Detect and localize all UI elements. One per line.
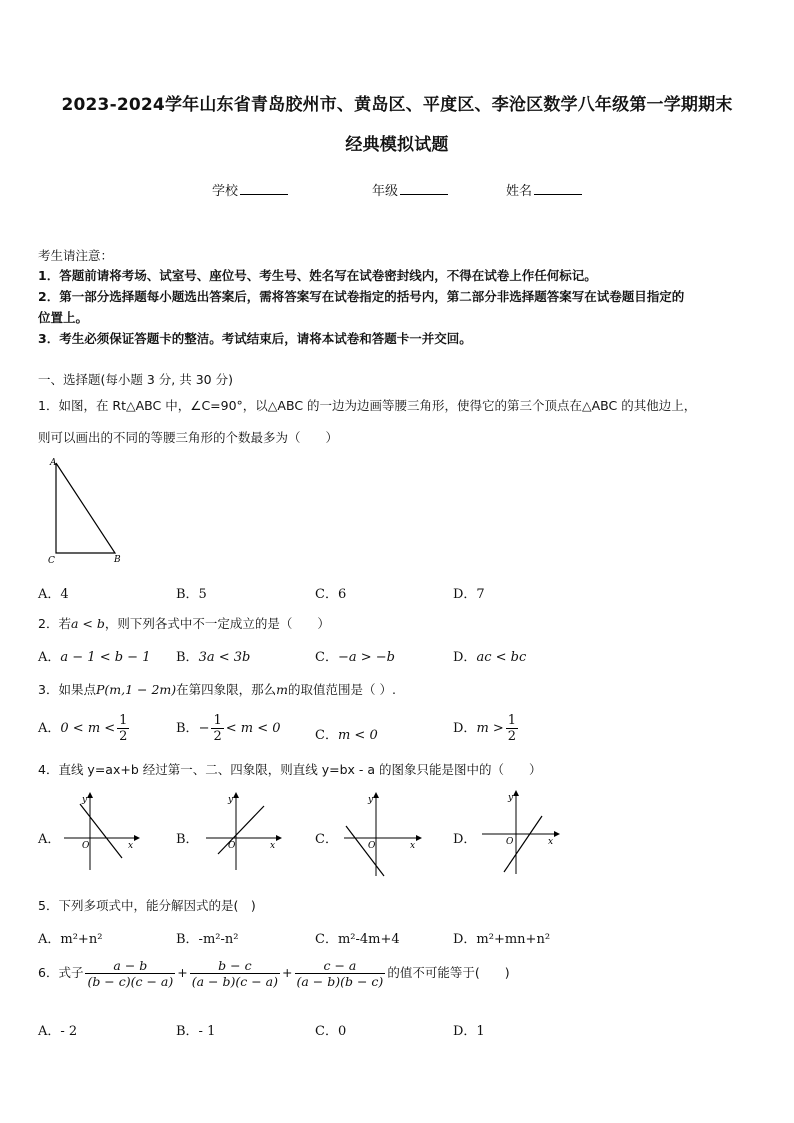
notice-item-3: 3．考生必须保证答题卡的整洁。考试结束后，请将本试卷和答题卡一并交回。 — [38, 331, 472, 346]
q2-option-a-letter: A． — [38, 650, 61, 665]
y-axis-label: y — [508, 793, 514, 803]
notice-item-2: 2．第一部分选择题每小题选出答案后，需将答案写在试卷指定的括号内，第二部分非选择题答案写在试卷题目指定的 — [38, 289, 685, 304]
q6-fraction-2 — [190, 958, 280, 989]
q6-option-a: A．- 2 — [38, 1024, 78, 1039]
q4-option-c-letter: C． — [315, 832, 338, 847]
q6-option-d: D．1 — [453, 1024, 485, 1039]
q2-option-d — [453, 646, 526, 665]
origin-label: O — [228, 841, 236, 851]
notice-item-1: 1．答题前请将考场、试室号、座位号、考生号、姓名写在试卷密封线内，不得在试卷上作任何标记。 — [38, 268, 597, 283]
x-axis-label: x — [270, 841, 276, 851]
q3-stem-a: 3．如果点 — [38, 682, 96, 697]
q5-option-c: C．m²-4m+4 — [315, 932, 400, 947]
fraction-denominator: 2 — [213, 729, 222, 744]
y-axis-label: y — [228, 795, 234, 805]
q2-option-b-letter: B． — [176, 650, 199, 665]
q6-stem-b: 的值不可能等于( ) — [387, 965, 510, 980]
q5-stem: 5．下列多项式中，能分解因式的是( ) — [38, 898, 256, 913]
q4-option-a-letter: A． — [38, 832, 61, 847]
q4-graph-d — [476, 788, 560, 878]
q2-stem-a: 2．若 — [38, 616, 71, 631]
name-label: 姓名 — [506, 184, 533, 199]
grade-field — [372, 180, 448, 199]
vertex-a-label: A — [50, 458, 57, 468]
notice-heading: 考生请注意： — [38, 248, 114, 263]
vertex-c-label: C — [48, 556, 55, 566]
fraction-numerator: 1 — [119, 713, 128, 728]
fraction-numerator: c − a — [295, 958, 386, 974]
y-axis-label: y — [82, 795, 88, 805]
triangle-abc — [56, 463, 115, 553]
section-heading: 一、选择题(每小题 3 分, 共 30 分) — [38, 372, 233, 387]
q2-option-b — [176, 646, 250, 665]
q3-variable: m — [276, 682, 288, 697]
q2-option-c-letter: C． — [315, 650, 338, 665]
fraction-numerator: b − c — [190, 958, 280, 974]
q3-option-a-pre: 0 < m < — [60, 721, 116, 736]
exam-title-line2: 经典模拟试题 — [345, 135, 449, 155]
fraction-numerator: 1 — [507, 713, 517, 728]
q1-option-a: A．4 — [38, 587, 69, 602]
name-blank — [534, 182, 582, 195]
fraction-denominator: (b − c)(c − a) — [87, 974, 174, 989]
q2-option-c — [315, 646, 395, 665]
grade-blank — [400, 182, 448, 195]
q4-option-d-letter: D． — [453, 832, 477, 847]
q3-option-b-fraction — [211, 713, 223, 744]
q3-option-c — [315, 724, 378, 743]
q1-stem-line2: 则可以画出的不同的等腰三角形的个数最多为（ ） — [38, 430, 339, 445]
origin-label: O — [506, 837, 514, 847]
q1-stem-line1: 1．如图，在 Rt△ABC 中，∠C=90°，以△ABC 的一边为边画等腰三角形，使得它的第三个顶点在△ABC 的其他边上， — [38, 398, 697, 413]
fraction-denominator: (a − b)(b − c) — [296, 974, 384, 989]
q2-option-d-expr: ac < bc — [476, 650, 527, 665]
q4-stem: 4．直线 y=ax+b 经过第一、二、四象限，则直线 y=bx - a 的图象只能是图中的（ ） — [38, 762, 542, 777]
exam-title-line1: 2023-2024学年山东省青岛胶州市、黄岛区、平度区、李沧区数学八年级第一学期期末 — [61, 95, 733, 115]
plus-sign: + — [282, 965, 293, 980]
q6-fraction-3 — [295, 958, 386, 989]
graph-line — [218, 806, 264, 854]
q2-option-a-expr: a − 1 < b − 1 — [60, 650, 151, 665]
fraction-numerator: 1 — [213, 713, 222, 728]
q3-stem — [38, 680, 396, 698]
q5-option-d: D．m²+mn+n² — [453, 932, 551, 947]
q4-graph-a — [58, 790, 140, 872]
q3-option-b — [176, 713, 281, 744]
notice-item-2-cont: 位置上。 — [38, 310, 89, 325]
q3-option-d — [453, 713, 520, 744]
q4-graph-c — [338, 790, 422, 880]
q6-stem — [38, 958, 510, 989]
q1-option-c: C．6 — [315, 587, 347, 602]
q6-option-b: B．- 1 — [176, 1024, 216, 1039]
x-axis-label: x — [128, 841, 134, 851]
q2-option-c-expr: −a > −b — [337, 650, 395, 665]
q6-stem-a: 6．式子 — [38, 965, 84, 980]
q3-option-a-letter: A． — [38, 721, 61, 736]
q2-stem-b: ，则下列各式中不一定成立的是（ ） — [104, 616, 330, 631]
q2-stem — [38, 614, 330, 632]
y-axis-label: y — [368, 795, 374, 805]
fraction-denominator: 2 — [507, 729, 517, 744]
q6-option-c: C．0 — [315, 1024, 347, 1039]
q2-condition: a < b — [70, 616, 105, 631]
fraction-denominator: (a − b)(c − a) — [191, 974, 279, 989]
q2-option-d-letter: D． — [453, 650, 477, 665]
school-field — [212, 180, 288, 199]
fraction-numerator: a − b — [85, 958, 175, 974]
vertex-b-label: B — [114, 555, 121, 565]
q3-stem-b: 在第四象限，那么 — [176, 682, 277, 697]
grade-label: 年级 — [372, 184, 399, 199]
origin-label: O — [82, 841, 90, 851]
plus-sign: + — [177, 965, 188, 980]
q3-option-b-letter: B． — [176, 721, 199, 736]
q5-option-b: B．-m²-n² — [176, 932, 239, 947]
graph-line — [346, 826, 384, 876]
school-blank — [240, 182, 288, 195]
q3-point: P(m,1 − 2m) — [95, 682, 177, 697]
q2-option-b-expr: 3a < 3b — [198, 650, 251, 665]
q3-option-d-pre: m > — [476, 721, 504, 736]
fraction-denominator: 2 — [119, 729, 128, 744]
q3-option-a-fraction — [117, 713, 129, 744]
q3-option-c-expr: m < 0 — [337, 728, 378, 743]
q3-option-d-fraction — [506, 713, 518, 744]
q3-option-b-minus: − — [198, 721, 210, 736]
school-label: 学校 — [212, 184, 239, 199]
q3-option-a — [38, 713, 131, 744]
name-field — [506, 180, 582, 199]
q2-option-a — [38, 646, 150, 665]
q4-option-b-letter: B． — [176, 832, 199, 847]
q1-option-d: D．7 — [453, 587, 485, 602]
x-axis-label: x — [548, 837, 554, 847]
origin-label: O — [368, 841, 376, 851]
q3-stem-c: 的取值范围是（ ）. — [288, 682, 396, 697]
q4-graph-b — [200, 790, 282, 872]
q6-fraction-1 — [85, 958, 175, 989]
q3-option-b-post: < m < 0 — [225, 721, 281, 736]
q3-option-c-letter: C． — [315, 728, 338, 743]
q5-option-a: A．m²+n² — [38, 932, 103, 947]
q3-option-d-letter: D． — [453, 721, 477, 736]
q1-triangle-figure — [40, 455, 130, 570]
q1-option-b: B．5 — [176, 587, 207, 602]
x-axis-label: x — [410, 841, 416, 851]
